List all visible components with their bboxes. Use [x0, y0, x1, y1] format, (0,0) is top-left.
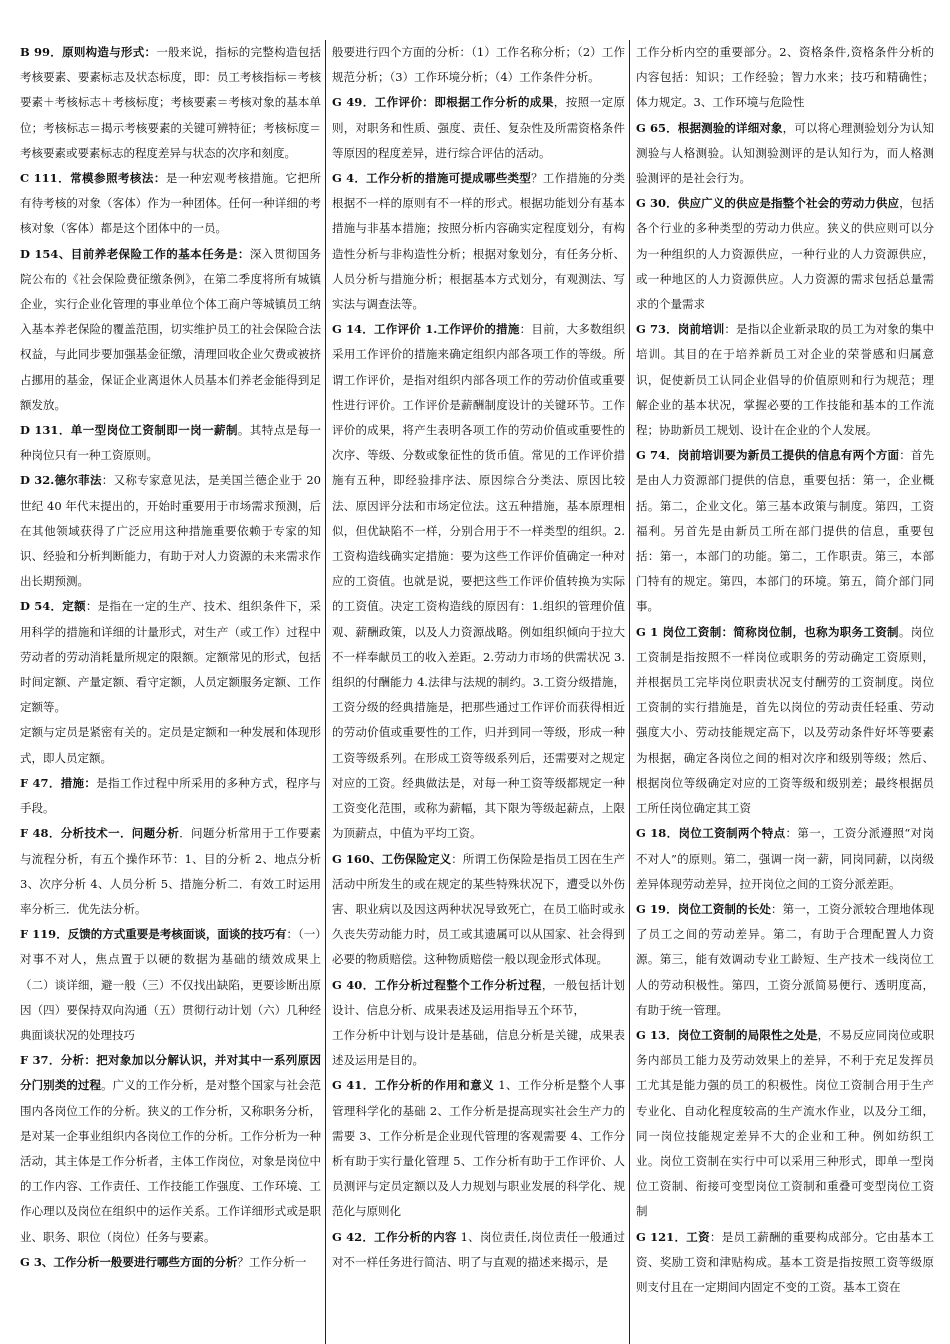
entry-paragraph [332, 1073, 625, 1224]
entry-paragraph [332, 847, 625, 973]
entry-body: 。广义的工作分析，是对整个国家与社会范围内各岗位工作的分析。狭义的工作分析，又称职务分析，是对某一企事业组织内各岗位工作的分析。工作分析为一种活动，其主体是工作分析者，主体工作岗位，对象是岗位中的工作内容、工作责任、工作技能工作强度、工作环境、工作心理以及岗位在组织中的运作关系。工作详细形式或是职业、职务、职位（岗位）任务与要素。 [20, 1078, 322, 1244]
entry-heading: G 160、工伤保险定义 [332, 851, 452, 866]
entry-body: ：是员工薪酬的重要构成部分。它由基本工资、奖励工资和津贴构成。基本工资是指按照工资等级原则支付且在一定期间内固定不变的工资。基本工资在 [636, 1229, 934, 1294]
entry-body: ：（一）对事不对人，焦点置于以硬的数据为基础的绩效成果上（二）谈详细，避一般（三）不仅找出缺陷，更要诊断出原因（四）要保持双向沟通（五）贯彻行动计划（六）几种经典面谈状况的处理技巧 [20, 927, 322, 1042]
entry-paragraph [636, 317, 934, 443]
entry-body: ：目前，大多数组织采用工作评价的措施来确定组织内部各项工作的等级。所谓工作评价，是指对组织内部各项工作的劳动价值或重要性进行评价。工作评价是薪酬制度设计的关键环节。工作评价的成果，将产生表明各项工作的劳动价值或重要性的次序、等级、分数或象征性的货币值。常见的工作评价措施有五种，即经验排序法、原因综合分类法、原因比较法、原因评分法和市场定位法。这五种措施，基本原理相似，但优缺陷不一样，分别合用于不一样类型的组织。2.工资构造线确实定措施：要为这些工作评价值确定一种对应的工资值。也就是说，要把这些工作评价值转换为实际的工资值。决定工资构造线的原因有：1.组织的管理价值观、薪酬政策，以及人力资源战略。例如组织倾向于拉大不一样奉献员工的收入差距。2.劳动力市场的供需状况 3.组织的付酬能力 4.法律与法规的制约。3.工资分级措施，工资分级的经典措施是，把那些通过工作评价而获得相近的劳动价值或重要性的工作，归并到同一等级，形成一种工资等级系列。在形成工资等级系列后，还需要对之规定对应的工资。经典做法是，对每一种工资等级都规定一种工资变化范围，或称为薪幅，其下限为等级起薪点，上限为顶薪点，中值为平均工资。 [332, 322, 625, 841]
entry-body: 一般来说，指标的完整构造包括考核要素、要素标志及状态标度，即：员工考核指标＝考核要素＋考核标志＋考核标度；考核要素＝考核对象的基本单位；考核标志＝揭示考核要素的关键可辨特征；考核标度＝考核要素或要素标志的程度差异与状态的次序和刻度。 [20, 45, 321, 160]
column-left [20, 40, 325, 1344]
entry-heading: G 13．岗位工资制的局限性之处是 [636, 1027, 818, 1042]
entry-heading: G 14．工作评价 1.工作评价的措施 [332, 322, 520, 337]
entry-body: 。其特点是每一种岗位只有一种工资原则。 [20, 423, 322, 463]
entry-heading: F 119．反馈的方式重要是考核面谈，面谈的技巧有 [20, 927, 287, 942]
entry-body: ：第一，工资分派遵照“对岗不对人”的原则。第二，强调一岗一薪，同岗同薪，以岗级差异体现劳动差异，拉开岗位之间的工资分派差距。 [636, 826, 934, 891]
entry-heading: F 48．分析技术一．问题分析 [20, 826, 180, 841]
entry-paragraph [636, 620, 934, 822]
entry-heading: G 3、工作分析一般要进行哪些方面的分析 [20, 1254, 238, 1269]
entry-heading: G 4．工作分析的措施可提成哪些类型 [332, 171, 532, 186]
entry-heading: G 30．供应广义的供应是指整个社会的劳动力供应 [636, 196, 900, 211]
entry-paragraph [20, 40, 321, 166]
entry-body: ，一般包括计划设计、信息分析、成果表述及运用指导五个环节， [332, 977, 626, 1017]
entry-paragraph [636, 1023, 934, 1225]
entry-paragraph [20, 1250, 321, 1275]
entry-body: ，可以将心理测验划分为认知测验与人格测验。认知测验测评的是认知行为，而人格测验测评的是社会行为。 [636, 120, 934, 186]
entry-paragraph [20, 418, 321, 468]
entry-body: ，不易反应同岗位或职务内部员工能力及劳动效果上的差异，不利于充足发挥员工尤其是能力强的员工的积极性。岗位工资制合用于生产专业化、自动化程度较高的生产流水作业，以及分工细，同一岗位技能规定差异不大的企业和工种。例如纺织工业。岗位工资制在实行中可以采用三种形式，即单一型岗位工资制、衔接可变型岗位工资制和重叠可变型岗位工资制 [636, 1027, 934, 1219]
entry-paragraph [636, 116, 934, 192]
entry-paragraph [332, 1023, 625, 1073]
entry-heading: G 74．岗前培训要为新员工提供的信息有两个方面 [636, 448, 900, 463]
entry-heading: G 49．工作评价：即根据工作分析的成果 [332, 95, 554, 110]
entry-body: ：第一，工资分派较合理地体现了员工之间的劳动差异。第二，有助于合理配置人力资源。第三，能有效调动专业工龄短、生产技术一线岗位工人的劳动积极性。第四，工资分派简易便行、透明度高，有助于统一管理。 [636, 901, 934, 1017]
entry-paragraph [332, 973, 625, 1023]
entry-heading: G 1 岗位工资制：简称岗位制，也称为职务工资制 [636, 624, 899, 639]
entry-heading: G 73．岗前培训 [636, 322, 725, 337]
entry-heading: D 131．单一型岗位工资制即一岗一薪制 [20, 423, 238, 438]
entry-body: 。岗位工资制是指按照不一样岗位或职务的劳动确定工资原则，并根据员工完毕岗位职责状况支付酬劳的工资制度。岗位工资制的实行措施是，首先以岗位的劳动责任轻重、劳动强度大小、劳动技能规定高下，以及劳动条件好坏等要素为根据，确定各岗位之间的相对次序和级别等级；然后、根据岗位等级确定对应的工资等级和级别差；最终根据员工所任岗位确定其工资 [636, 624, 934, 816]
entry-paragraph [20, 242, 321, 418]
entry-body: ，按照一定原则，对职务和性质、强度、责任、复杂性及所需资格条件等原因的程度差异，进行综合评估的活动。 [332, 95, 626, 160]
entry-paragraph [636, 443, 934, 619]
entry-heading: G 40．工作分析过程整个工作分析过程 [332, 977, 542, 992]
entry-paragraph [20, 821, 321, 922]
entry-body: ？工作措施的分类根据不一样的原则有不一样的形式。根据功能划分有基本措施与非基本措施；按照分析内容确实定程度划分，有构造性分析与非构造性分析；根据对象划分，有任务分析、人员分析与措施分析；根据基本方式划分，有观测法、写实法与调查法等。 [332, 171, 626, 312]
entry-body: 定额与定员是紧密有关的。定员是定额和一种发展和体现形式，即人员定额。 [20, 725, 321, 765]
entry-paragraph [20, 468, 321, 594]
entry-body: 工作分析内空的重要部分。2、资格条件,资格条件分析的内容包括：知识；工作经验；智力水来；技巧和精确性；体力规定。3、工作环境与危险性 [636, 45, 934, 110]
entry-heading: G 65．根据测验的详细对象 [636, 120, 783, 135]
entry-paragraph [332, 317, 625, 846]
entry-paragraph [332, 1225, 625, 1275]
entry-heading: G 19．岗位工资制的长处 [636, 901, 772, 916]
column-middle [325, 40, 629, 1344]
entry-paragraph [20, 720, 321, 770]
entry-body: ：又称专家意见法，是美国兰德企业于 20 世纪 40 年代末提出的，开始时重要用于市场需求预测，后在其他领域获得了广泛应用这种措施重要依赖于专家的知识、经验和分析判断能力，有助于对人力资源的未来需求作出长期预测。 [20, 473, 321, 589]
entry-paragraph [20, 771, 321, 821]
entry-paragraph [20, 166, 321, 242]
entry-heading: B 99．原则构造与形式： [20, 45, 157, 59]
entry-body: 工作分析中计划与设计是基础，信息分析是关键，成果表述及运用是目的。 [332, 1027, 625, 1068]
entry-body: 是一种宏观考核措施。它把所有待考核的对象（客体）作为一种团体。任何一种详细的考核对象（客体）都是这个团体中的一员。 [20, 171, 321, 236]
entry-body: 1、工作分析是整个人事管理科学化的基础 2、工作分析是提高现实社会生产力的需要 3、工作分析是企业现代管理的客观需要 4、工作分析有助于实行量化管理 5、工作分析有助于工作评价、人员测评与定员定额以及人力规划与职业发展的科学化、规范化与原则化 [332, 1078, 625, 1219]
entry-heading: G 41．工作分析的作用和意义 [332, 1078, 495, 1093]
entry-heading: G 42．工作分析的内容 [332, 1229, 457, 1244]
entry-paragraph [332, 40, 625, 90]
entry-body: ：首先是由人力资源部门提供的信息，重要包括：第一，企业概括。第二，企业文化。第三基本政策与制度。第四，工资福利。另首先是由新员工所在部门提供的信息，重要包括：第一，本部门的功能。第二，工作职责。第三，本部门特有的规定。第四，本部门的环境。第五，简介部门同事。 [636, 448, 934, 614]
entry-paragraph [20, 1048, 321, 1250]
entry-body: ．问题分析常用于工作要素与流程分析，有五个操作环节：1、目的分析 2、地点分析 3、次序分析 4、人员分析 5、措施分析二．有效工时运用率分析三．优先法分析。 [20, 826, 322, 916]
entry-paragraph [636, 1225, 934, 1301]
entry-heading: D 54．定额 [20, 599, 86, 614]
entry-heading: G 18．岗位工资制两个特点 [636, 826, 786, 841]
three-column-layout [20, 40, 938, 1344]
entry-heading: D 32.德尔菲法 [20, 473, 102, 488]
entry-body: ，包括各个行业的多种类型的劳动力供应。狭义的供应则可以分为一种组织的人力资源供应，一种行业的人力资源供应，或一种地区的人力资源供应。人力资源的需求包括总量需求的个量需求 [636, 196, 934, 312]
entry-paragraph [20, 594, 321, 720]
entry-paragraph [332, 166, 625, 317]
entry-heading: G 121．工资 [636, 1229, 710, 1244]
entry-heading: F 47．措施： [20, 775, 97, 790]
entry-body: ：是指在一定的生产、技术、组织条件下，采用科学的措施和详细的计量形式，对生产（或工作）过程中劳动者的劳动消耗量所规定的限额。定额常见的形式，包括时间定额、产量定额、看守定额，人员定额服务定额、工作定额等。 [20, 599, 321, 715]
entry-paragraph [636, 897, 934, 1023]
entry-body: ？工作分析一 [237, 1254, 307, 1269]
entry-body: 是指工作过程中所采用的多种方式，程序与手段。 [20, 775, 322, 816]
entry-body: ：是指以企业新录取的员工为对象的集中培训。其目的在于培养新员工对企业的荣誉感和归属意识，促使新员工认同企业倡导的价值原则和行为规范；理解企业的基本状况，掌握必要的工作技能和基本的工作流程；协助新员工规划、设计在企业的个人发展。 [636, 322, 934, 438]
entry-paragraph [636, 821, 934, 897]
entry-paragraph [332, 90, 625, 166]
column-right [629, 40, 934, 1344]
entry-paragraph [636, 40, 934, 116]
entry-body: 般要进行四个方面的分析：（1）工作名称分析；（2）工作规范分析；（3）工作环境分析；（4）工作条件分析。 [332, 45, 625, 85]
entry-heading: D 154、目前养老保险工作的基本任务是： [20, 246, 250, 261]
entry-body: 深入贯彻国务院公布的《社会保险费征缴条例》，在第二季度将所有城镇企业，实行企业化管理的事业单位个体工商户等城镇员工纳入基本养老保险的覆盖范围，切实维护员工的社会保险合法权益，与此同步要加强基金征缴，清理回收企业欠费或被挤占挪用的基金，保证企业离退休人员基本们养老金能得到足额发放。 [20, 246, 322, 412]
entry-heading: F 37．分析：把对象加以分解认识，并对其中一系列原因分门别类的过程 [20, 1053, 321, 1093]
entry-body: ：所谓工伤保险是指员工因在生产活动中所发生的或在规定的某些特殊状况下，遭受以外伤害、职业病以及因这两种状况导致死亡，在员工临时或永久丧失劳动能力时，员工或其遗属可以从国家、社会得到必要的物质赔偿。这种物质赔偿一般以现金形式体现。 [332, 851, 625, 967]
entry-paragraph [20, 922, 321, 1048]
entry-paragraph [636, 191, 934, 317]
entry-body: 1、岗位责任,岗位责任一般通过对不一样任务进行简洁、明了与直观的描述来揭示，是 [332, 1229, 625, 1269]
entry-heading: C 111．常模参照考核法： [20, 171, 166, 186]
